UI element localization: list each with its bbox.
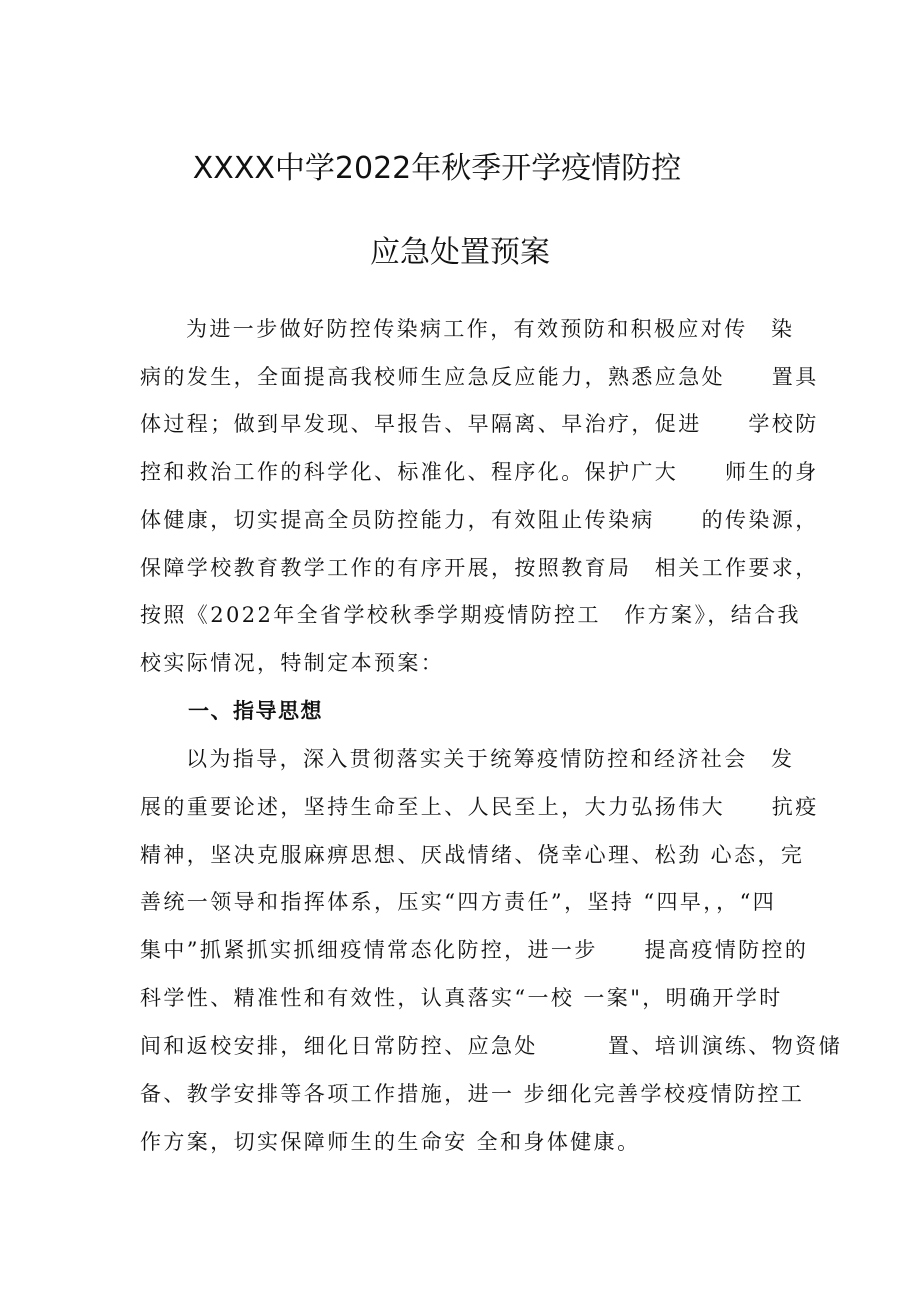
- paragraph-line: 精神，坚决克服麻痹思想、厌战情绪、侥幸心理、松劲 心态，完: [140, 843, 805, 867]
- paragraph-line: 病的发生，全面提高我校师生应急反应能力，熟悉应急处 置具: [140, 365, 819, 389]
- paragraph-line: 以为指导，深入贯彻落实关于统筹疫情防控和经济社会 发: [186, 747, 795, 771]
- paragraph-line: 保障学校教育教学工作的有序开展，按照教育局 相关工作要求，: [140, 556, 819, 580]
- paragraph-line: 作方案，切实保障师生的生命安 全和身体健康。: [140, 1130, 641, 1154]
- document-title-line-2: 应急处置预案: [370, 235, 550, 270]
- paragraph-line: 善统一领导和指挥体系，压实“四方责任”，坚持 “四早，，“四: [140, 890, 777, 914]
- paragraph-line: 按照《2022年全省学校秋季学期疫情防控工 作方案》，结合我: [140, 603, 801, 627]
- paragraph-line: 控和救治工作的科学化、标准化、程序化。保护广大 师生的身: [140, 460, 819, 484]
- paragraph-line: 集中”抓紧抓实抓细疫情常态化防控，进一步 提高疫情防控的: [140, 938, 809, 962]
- document-title-line-1: XXXX中学2022年秋季开学疫情防控: [192, 151, 682, 186]
- paragraph-line: 体过程；做到早发现、早报告、早隔离、早治疗，促进 学校防: [140, 412, 819, 436]
- paragraph-line: 校实际情况，特制定本预案：: [140, 651, 445, 675]
- paragraph-line: 间和返校安排，细化日常防控、应急处 置、培训演练、物资储: [140, 1034, 842, 1058]
- paragraph-line: 展的重要论述，坚持生命至上、人民至上，大力弘扬伟大 抗疫: [140, 795, 819, 819]
- paragraph-line: 体健康，切实提高全员防控能力，有效阻止传染病 的传染源，: [140, 508, 819, 532]
- paragraph-line: 为进一步做好防控传染病工作，有效预防和积极应对传 染: [186, 317, 795, 341]
- section-heading: 一、指导思想: [188, 699, 323, 723]
- paragraph-line: 备、教学安排等各项工作措施，进一 步细化完善学校疫情防控工: [140, 1082, 805, 1106]
- paragraph-line: 科学性、精准性和有效性，认真落实“一校 一案"，明确开学时: [140, 986, 783, 1010]
